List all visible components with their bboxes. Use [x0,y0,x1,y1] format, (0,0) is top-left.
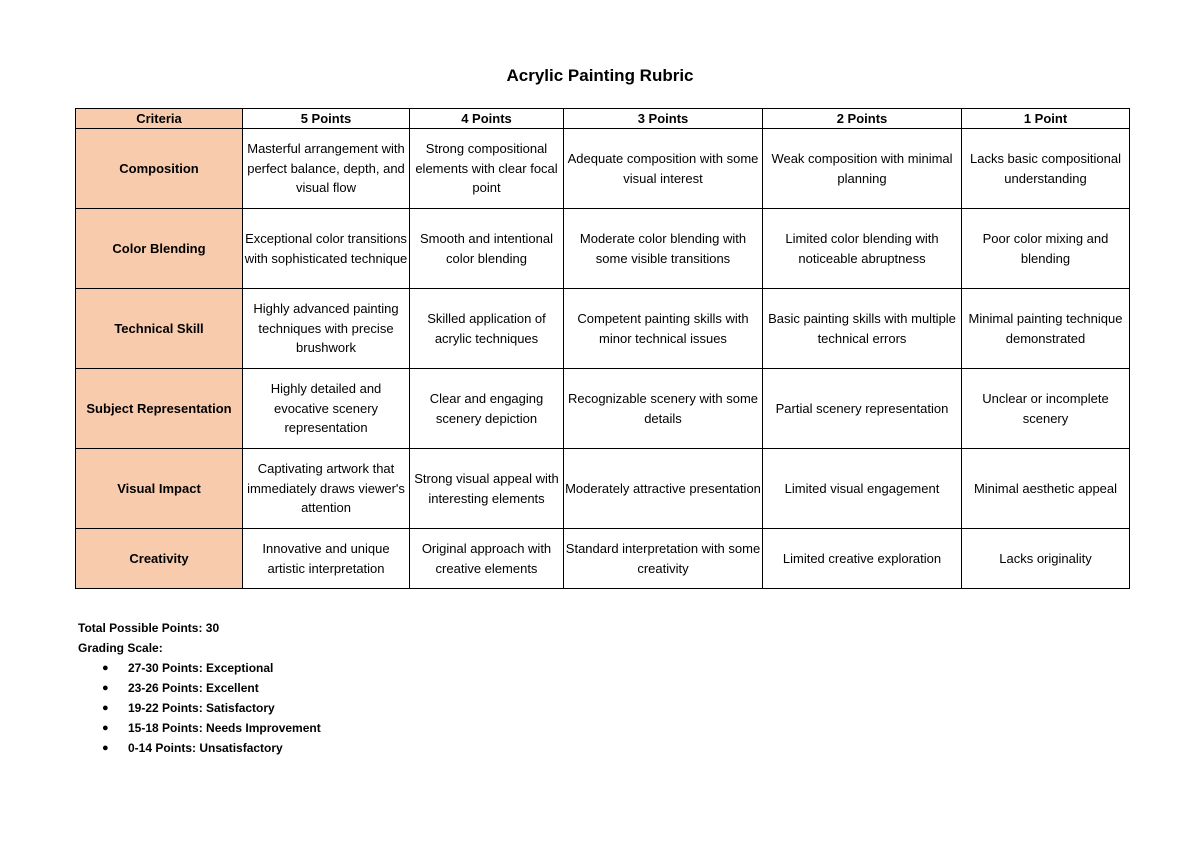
grading-scale-item [78,718,321,738]
page-title: Acrylic Painting Rubric [506,66,694,85]
grading-notes [78,618,321,758]
criterion-cell: Visual Impact [76,449,243,529]
grading-scale-text: 23-26 Points: Excellent [128,681,259,695]
rubric-row-creativity [76,529,1130,589]
descriptor-cell: Lacks originality [962,529,1130,589]
descriptor-cell: Innovative and unique artistic interpretation [243,529,410,589]
points-header-4: 4 Points [410,109,564,129]
grading-scale-item [78,698,321,718]
descriptor-cell: Limited creative exploration [763,529,962,589]
criterion-cell: Color Blending [76,209,243,289]
descriptor-cell: Skilled application of acrylic techniques [410,289,564,369]
descriptor-cell: Highly advanced painting techniques with precise brushwork [243,289,410,369]
bullet-icon: ● [102,722,109,734]
descriptor-cell: Captivating artwork that immediately draws viewer's attention [243,449,410,529]
criteria-header: Criteria [76,109,243,129]
grading-scale-text: 19-22 Points: Satisfactory [128,701,275,715]
grading-scale-item [78,678,321,698]
rubric-row-visual-impact [76,449,1130,529]
bullet-icon: ● [102,682,109,694]
descriptor-cell: Limited color blending with noticeable abruptness [763,209,962,289]
descriptor-cell: Recognizable scenery with some details [564,369,763,449]
descriptor-cell: Exceptional color transitions with sophisticated technique [243,209,410,289]
descriptor-cell: Strong compositional elements with clear focal point [410,129,564,209]
descriptor-cell: Weak composition with minimal planning [763,129,962,209]
descriptor-cell: Minimal aesthetic appeal [962,449,1130,529]
descriptor-cell: Lacks basic compositional understanding [962,129,1130,209]
grading-scale-label: Grading Scale: [78,641,163,655]
points-header-2: 2 Points [763,109,962,129]
bullet-icon: ● [102,702,109,714]
descriptor-cell: Poor color mixing and blending [962,209,1130,289]
points-header-5: 5 Points [243,109,410,129]
descriptor-cell: Limited visual engagement [763,449,962,529]
descriptor-cell: Strong visual appeal with interesting elements [410,449,564,529]
grading-scale-text: 0-14 Points: Unsatisfactory [128,741,283,755]
criterion-cell: Composition [76,129,243,209]
descriptor-cell: Standard interpretation with some creativity [564,529,763,589]
rubric-row-composition [76,129,1130,209]
descriptor-cell: Adequate composition with some visual interest [564,129,763,209]
total-points: Total Possible Points: 30 [78,621,220,635]
descriptor-cell: Moderate color blending with some visible transitions [564,209,763,289]
rubric-table [75,108,1130,589]
rubric-row-technical-skill [76,289,1130,369]
descriptor-cell: Moderately attractive presentation [564,449,763,529]
descriptor-cell: Original approach with creative elements [410,529,564,589]
grading-scale-item [78,658,321,678]
bullet-icon: ● [102,662,109,674]
descriptor-cell: Unclear or incomplete scenery [962,369,1130,449]
header-row [76,109,1130,129]
rubric-row-color-blending [76,209,1130,289]
rubric-row-subject-representation [76,369,1130,449]
descriptor-cell: Smooth and intentional color blending [410,209,564,289]
criterion-cell: Creativity [76,529,243,589]
descriptor-cell: Minimal painting technique demonstrated [962,289,1130,369]
criterion-cell: Technical Skill [76,289,243,369]
descriptor-cell: Highly detailed and evocative scenery representation [243,369,410,449]
descriptor-cell: Basic painting skills with multiple technical errors [763,289,962,369]
descriptor-cell: Partial scenery representation [763,369,962,449]
grading-scale-text: 27-30 Points: Exceptional [128,661,274,675]
points-header-1: 1 Point [962,109,1130,129]
points-header-3: 3 Points [564,109,763,129]
bullet-icon: ● [102,742,109,754]
descriptor-cell: Competent painting skills with minor technical issues [564,289,763,369]
grading-scale-item [78,738,321,758]
descriptor-cell: Masterful arrangement with perfect balance, depth, and visual flow [243,129,410,209]
criterion-cell: Subject Representation [76,369,243,449]
descriptor-cell: Clear and engaging scenery depiction [410,369,564,449]
grading-scale-text: 15-18 Points: Needs Improvement [128,721,321,735]
grading-scale-list [78,658,321,758]
